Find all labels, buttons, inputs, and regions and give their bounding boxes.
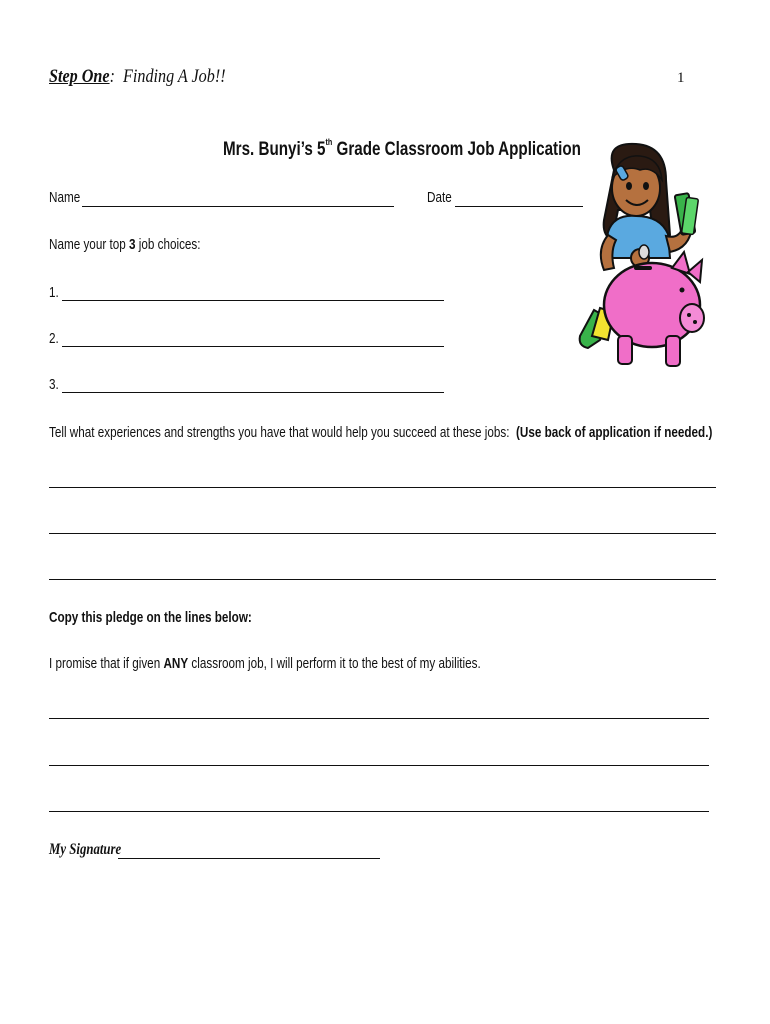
choice-field-2[interactable] <box>62 330 444 347</box>
pledge-line-1[interactable] <box>49 718 709 719</box>
choice-label-1: 1. <box>49 284 59 301</box>
step-title: Finding A Job!! <box>123 66 226 87</box>
choice-label-3: 3. <box>49 376 59 393</box>
step-label: Step One <box>49 66 110 87</box>
signature-label: My Signature <box>49 841 122 858</box>
girl-with-piggy-bank-icon <box>574 140 710 380</box>
choice-field-3[interactable] <box>62 376 444 393</box>
job-choices-prompt: Name your top 3 job choices: <box>49 236 201 253</box>
pledge-text: I promise that if given ANY classroom job, I will perform it to the best of my abilities. <box>49 655 481 672</box>
page-title: Mrs. Bunyi’s 5th Grade Classroom Job Application <box>223 137 581 160</box>
choice-label-2: 2. <box>49 330 59 347</box>
pledge-heading: Copy this pledge on the lines below: <box>49 609 252 626</box>
experience-line-2[interactable] <box>49 533 716 534</box>
name-field[interactable] <box>82 190 394 207</box>
pledge-line-2[interactable] <box>49 765 709 766</box>
pledge-line-3[interactable] <box>49 811 709 812</box>
experience-line-1[interactable] <box>49 487 716 488</box>
experience-prompt: Tell what experiences and strengths you have that would help you succeed at these jobs: (Use back of application if needed.) <box>49 424 713 441</box>
date-label: Date <box>427 189 452 206</box>
date-field[interactable] <box>455 190 583 207</box>
name-label: Name <box>49 189 81 206</box>
choice-field-1[interactable] <box>62 284 444 301</box>
experience-note: (Use back of application if needed.) <box>516 424 713 441</box>
experience-line-3[interactable] <box>49 579 716 580</box>
step-heading: Step One: Finding A Job!! <box>49 66 226 87</box>
signature-field[interactable] <box>118 842 380 859</box>
page-number: 1 <box>677 70 685 86</box>
